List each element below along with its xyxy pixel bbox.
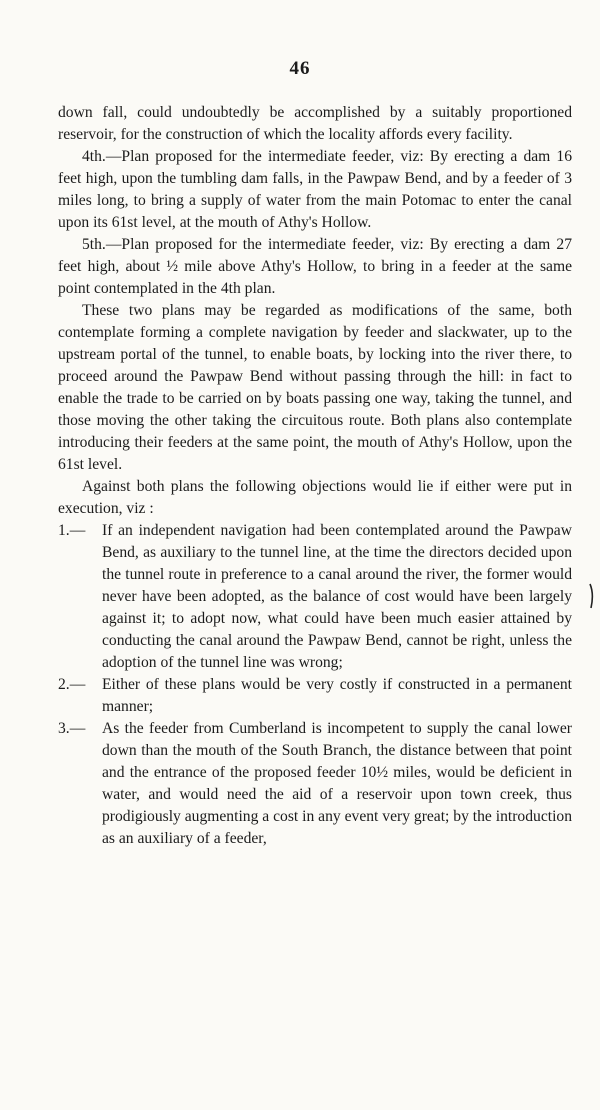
- paragraph-4th-plan: 4th.—Plan proposed for the intermediate feeder, viz: By erecting a dam 16 feet high, upon the tumbling dam falls, in the Pawpaw Bend, and by a feeder of 3 miles long, to bring a supply of water from the main Potomac to enter the canal upon its 61st level, at the mouth of Athy's Hollow.: [58, 148, 572, 231]
- paragraph-continuation: down fall, could undoubtedly be accomplished by a suitably proportioned reservoir, for the construction of which the locality affords every facility.: [58, 104, 572, 143]
- body-text: [58, 102, 572, 850]
- list-item-number: 1.—: [58, 522, 86, 539]
- page-number: 46: [289, 58, 311, 79]
- margin-mark-icon: [588, 583, 594, 609]
- list-item: [58, 520, 572, 674]
- list-item: [58, 674, 572, 718]
- list-item-number: 2.—: [58, 676, 86, 693]
- list-item-text: Either of these plans would be very costly if constructed in a permanent manner;: [102, 676, 572, 715]
- list-item-number: 3.—: [58, 720, 86, 737]
- paragraph-5th-plan: 5th.—Plan proposed for the intermediate feeder, viz: By erecting a dam 27 feet high, about ½ mile above Athy's Hollow, to bring in a feeder at the same point contemplated in the 4th plan.: [58, 236, 572, 297]
- paragraph-objections-intro: Against both plans the following objections would lie if either were put in execution, viz :: [58, 478, 572, 517]
- list-item-text: If an independent navigation had been contemplated around the Pawpaw Bend, as auxiliary to the tunnel line, at the time the directors decided upon the tunnel route in preference to a canal around the river, the former would never have been adopted, as the balance of cost would have been largely against it; to adopt now, what could have been much easier attained by conducting the canal around the Pawpaw Bend, cannot be right, unless the adoption of the tunnel line was wrong;: [102, 522, 572, 671]
- list-item: [58, 718, 572, 850]
- paragraph-modifications: These two plans may be regarded as modifications of the same, both contemplate forming a complete navigation by feeder and slackwater, up to the upstream portal of the tunnel, to enable boats, by locking into the river there, to proceed around the Pawpaw Bend without passing through the hill: in fact to enable the trade to be carried on by boats passing one way, taking the tunnel, and those moving the other taking the circuitous route. Both plans also contemplate introducing their feeders at the same point, the mouth of Athy's Hollow, upon the 61st level.: [58, 302, 572, 473]
- list-item-text: As the feeder from Cumberland is incompetent to supply the canal lower down than the mouth of the South Branch, the distance between that point and the entrance of the proposed feeder 10½ miles, would be deficient in water, and would need the aid of a reservoir upon town creek, thus prodigiously augmenting a cost in any event very great; by the introduction as an auxiliary of a feeder,: [102, 720, 572, 847]
